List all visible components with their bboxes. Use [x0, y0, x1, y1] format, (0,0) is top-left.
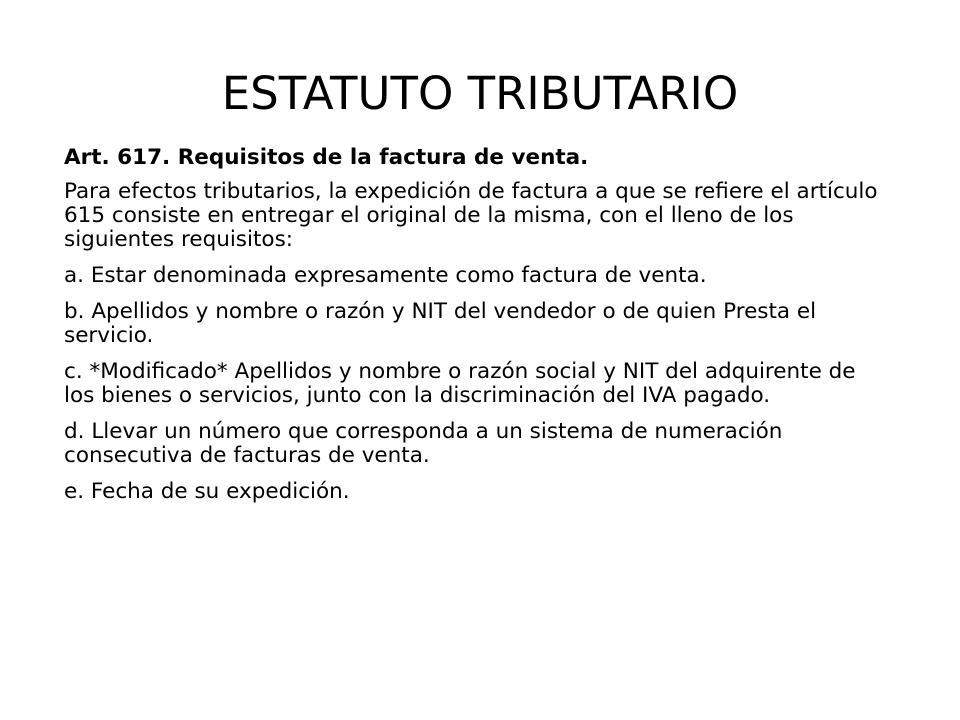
requirement-item-c: c. *Modificado* Apellidos y nombre o razón social y NIT del adquirente de los bienes o servicios, junto con la discriminación del IVA pagado. — [64, 359, 856, 408]
slide-body — [64, 146, 890, 516]
intro-paragraph: Para efectos tributarios, la expedición de factura a que se refiere el artículo 615 consiste en entregar el original de la misma, con el lleno de los siguientes requisitos: — [64, 179, 878, 252]
slide-title: ESTATUTO TRIBUTARIO — [221, 67, 739, 120]
requirement-item-d: d. Llevar un número que corresponda a un sistema de numeración consecutiva de facturas de venta. — [64, 419, 783, 468]
requirement-item-b: b. Apellidos y nombre o razón y NIT del vendedor o de quien Presta el servicio. — [64, 299, 817, 348]
requirement-item-a: a. Estar denominada expresamente como factura de venta. — [64, 263, 707, 288]
article-heading: Art. 617. Requisitos de la factura de venta. — [64, 145, 589, 170]
requirement-item-e: e. Fecha de su expedición. — [64, 479, 350, 504]
